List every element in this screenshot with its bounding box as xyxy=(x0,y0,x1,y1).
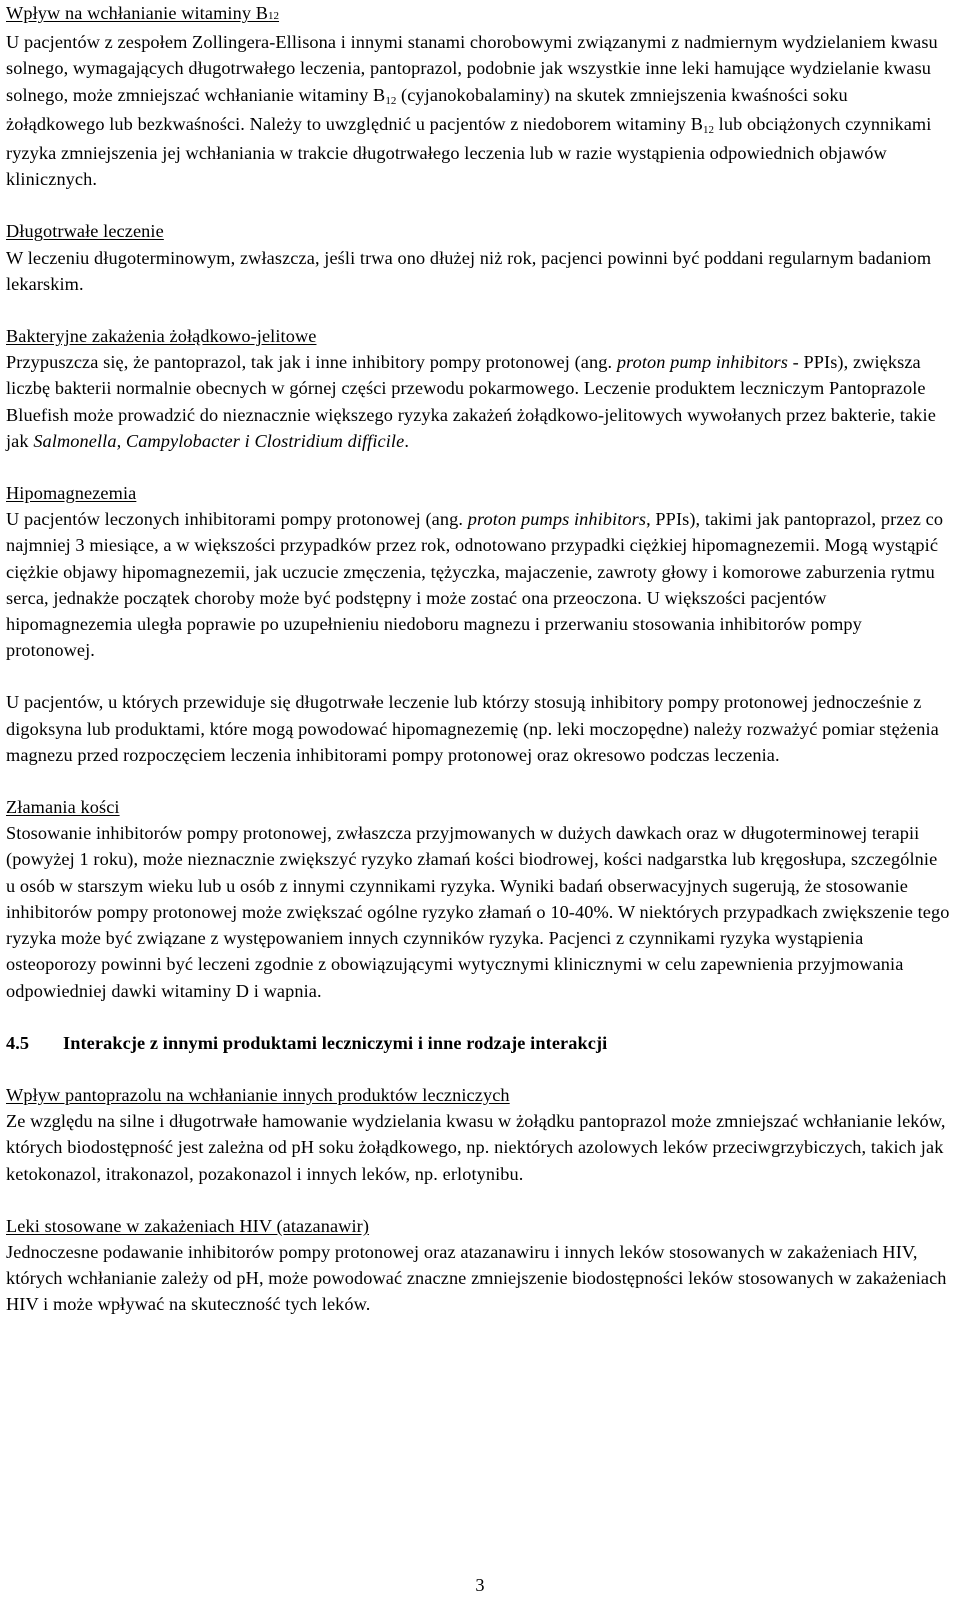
section-heading xyxy=(6,1213,950,1239)
spacer xyxy=(6,1187,950,1213)
heading-text: Leki stosowane w zakażeniach HIV (atazanawir) xyxy=(6,1215,370,1236)
text-run: lub obciążonych czynnikami ryzyka zmniejszenia jej wchłaniania w trakcie długotrwałego leczenia lub w razie wystąpienia odpowiednich objawów klinicznych. xyxy=(6,113,932,190)
section-heading xyxy=(6,0,950,29)
heading-text: Bakteryjne zakażenia żołądkowo-jelitowe xyxy=(6,326,317,347)
paragraph xyxy=(6,349,950,454)
section-hypomagnesemia xyxy=(6,480,950,768)
section-number: 4.5 xyxy=(6,1032,30,1053)
text-run: U pacjentów leczonych inhibitorami pompy protonowej (ang. xyxy=(6,509,468,530)
paragraph: Ze względu na silne i długotrwałe hamowanie wydzielania kwasu w żołądku pantoprazol może zmniejszać wchłanianie leków, których biodostępność jest zależna od pH soku żołądkowego, np. niektórych azolowych leków przeciwgrzybiczych, takich jak ketokonazol, itrakonazol, pozakonazol i innych leków, np. erlotynibu. xyxy=(6,1111,946,1184)
text-run: - PPIs), zwiększa liczbę bakterii normalnie obecnych w górnej części przewodu pokarmowego. Leczenie produktem leczniczym Pantoprazole Bluefish może prowadzić do nieznacznie większego ryzyka zakażeń żołądkowo-jelitowych wywołanych przez bakterie, takie jak xyxy=(6,352,936,451)
subscript: 12 xyxy=(385,94,397,107)
section-long-term-treatment xyxy=(6,218,950,297)
italic-text: proton pump inhibitors xyxy=(616,352,788,373)
spacer xyxy=(6,768,950,794)
heading-text: Wpływ na wchłanianie witaminy B xyxy=(6,3,269,23)
heading-text: Hipomagnezemia xyxy=(6,483,137,504)
heading-text: Długotrwałe leczenie xyxy=(6,221,164,242)
section-bone-fractures xyxy=(6,794,950,1004)
text-run: Przypuszcza się, że pantoprazol, tak jak i inne inhibitory pompy protonowej (ang. xyxy=(6,352,617,373)
section-absorption xyxy=(6,1082,950,1187)
spacer xyxy=(6,454,950,480)
spacer xyxy=(6,1056,950,1082)
section-heading xyxy=(6,323,950,349)
section-vitamin-b12 xyxy=(6,0,950,192)
heading-text: Złamania kości xyxy=(6,797,120,818)
heading-subscript: 12 xyxy=(268,10,280,22)
section-heading xyxy=(6,794,950,820)
paragraph: U pacjentów, u których przewiduje się długotrwałe leczenie lub którzy stosują inhibitory pompy protonowej jednocześnie z digoksyna lub produktami, które mogą powodować hipomagnezemię (np. leki moczopędne) należy rozważyć pomiar stężenia magnezu przed rozpoczęciem leczenia inhibitorami pompy protonowej oraz okresowo podczas leczenia. xyxy=(6,692,939,765)
italic-text: Salmonella, Campylobacter i Clostridium difficile xyxy=(33,430,405,451)
document-page xyxy=(6,0,950,1318)
italic-text: proton pumps inhibitors xyxy=(467,509,647,530)
section-title xyxy=(6,1030,950,1056)
heading-text: Wpływ pantoprazolu na wchłanianie innych produktów leczniczych xyxy=(6,1084,510,1105)
paragraph: Stosowanie inhibitorów pompy protonowej, zwłaszcza przyjmowanych w dużych dawkach oraz w długoterminowej terapii (powyżej 1 roku), może nieznacznie zwiększyć ryzyko złamań kości biodrowej, kości nadgarstka lub kręgosłupa, szczególnie u osób w starszym wieku lub u osób z innymi czynnikami ryzyka. Wyniki badań obserwacyjnych sugerują, że stosowanie inhibitorów pompy protonowej może zwiększać ogólne ryzyko złamań o 10-40%. W niektórych przypadkach zwiększenie tego ryzyka może być związane z występowaniem innych czynników ryzyka. Pacjenci z czynnikami ryzyka wystąpienia osteoporozy powinni być leczeni zgodnie z obowiązującymi wytycznymi klinicznymi w celu zapewnienia przyjmowania odpowiedniej dawki witaminy D i wapnia. xyxy=(6,823,950,1001)
page-number: 3 xyxy=(475,1575,485,1595)
text-run: U pacjentów z zespołem Zollingera-Ellisona i innymi stanami chorobowymi związanymi z nadmiernym wydzielaniem kwasu solnego, wymagających długotrwałego leczenia, pantoprazol, podobnie jak wszystkie inne leki hamujące wydzielanie kwasu solnego, może zmniejszać wchłanianie witaminy B xyxy=(6,32,938,105)
paragraph: Jednoczesne podawanie inhibitorów pompy protonowej oraz atazanawiru i innych leków stosowanych w zakażeniach HIV, których wchłanianie zależy od pH, może powodować znaczne zmniejszenie biodostępności leków stosowanych w zakażeniach HIV i może wpływać na skuteczność tych leków. xyxy=(6,1241,947,1315)
subscript: 12 xyxy=(703,123,714,136)
spacer xyxy=(6,663,950,689)
paragraph xyxy=(6,29,950,192)
spacer xyxy=(6,297,950,323)
paragraph xyxy=(6,506,950,663)
section-heading xyxy=(6,1082,950,1108)
section-heading xyxy=(6,480,950,506)
text-run: . xyxy=(404,430,409,451)
spacer xyxy=(6,192,950,218)
text-run: , PPIs), takimi jak pantoprazol, przez co najmniej 3 miesiące, a w większości przypadków przez rok, odnotowano przypadki ciężkiej hipomagnezemii. Mogą wystąpić ciężkie objawy hipomagnezemii, jak uczucie zmęczenia, tężyczka, majaczenie, zawroty głowy i komorowe zaburzenia rytmu serca, jednakże początek choroby może być podstępny i może zostać ona przeoczona. U większości pacjentów hipomagnezemia uległa poprawie po uzupełnieniu niedoboru magnezu i przerwaniu stosowania inhibitorów pompy protonowej. xyxy=(6,509,944,661)
section-hiv xyxy=(6,1213,950,1318)
text-run: (cyjanokobalaminy) na skutek zmniejszenia kwaśności soku żołądkowego lub bezkwaśności. Należy to uwzględnić u pacjentów z niedoborem witaminy B xyxy=(6,84,848,134)
paragraph: W leczeniu długoterminowym, zwłaszcza, jeśli trwa ono dłużej niż rok, pacjenci powinni być poddani regularnym badaniom lekarskim. xyxy=(6,247,932,294)
section-bacterial-infections xyxy=(6,323,950,454)
section-heading xyxy=(6,218,950,244)
spacer xyxy=(6,1004,950,1030)
section-4-5 xyxy=(6,1030,950,1056)
section-title-text: Interakcje z innymi produktami leczniczymi i inne rodzaje interakcji xyxy=(63,1032,608,1053)
